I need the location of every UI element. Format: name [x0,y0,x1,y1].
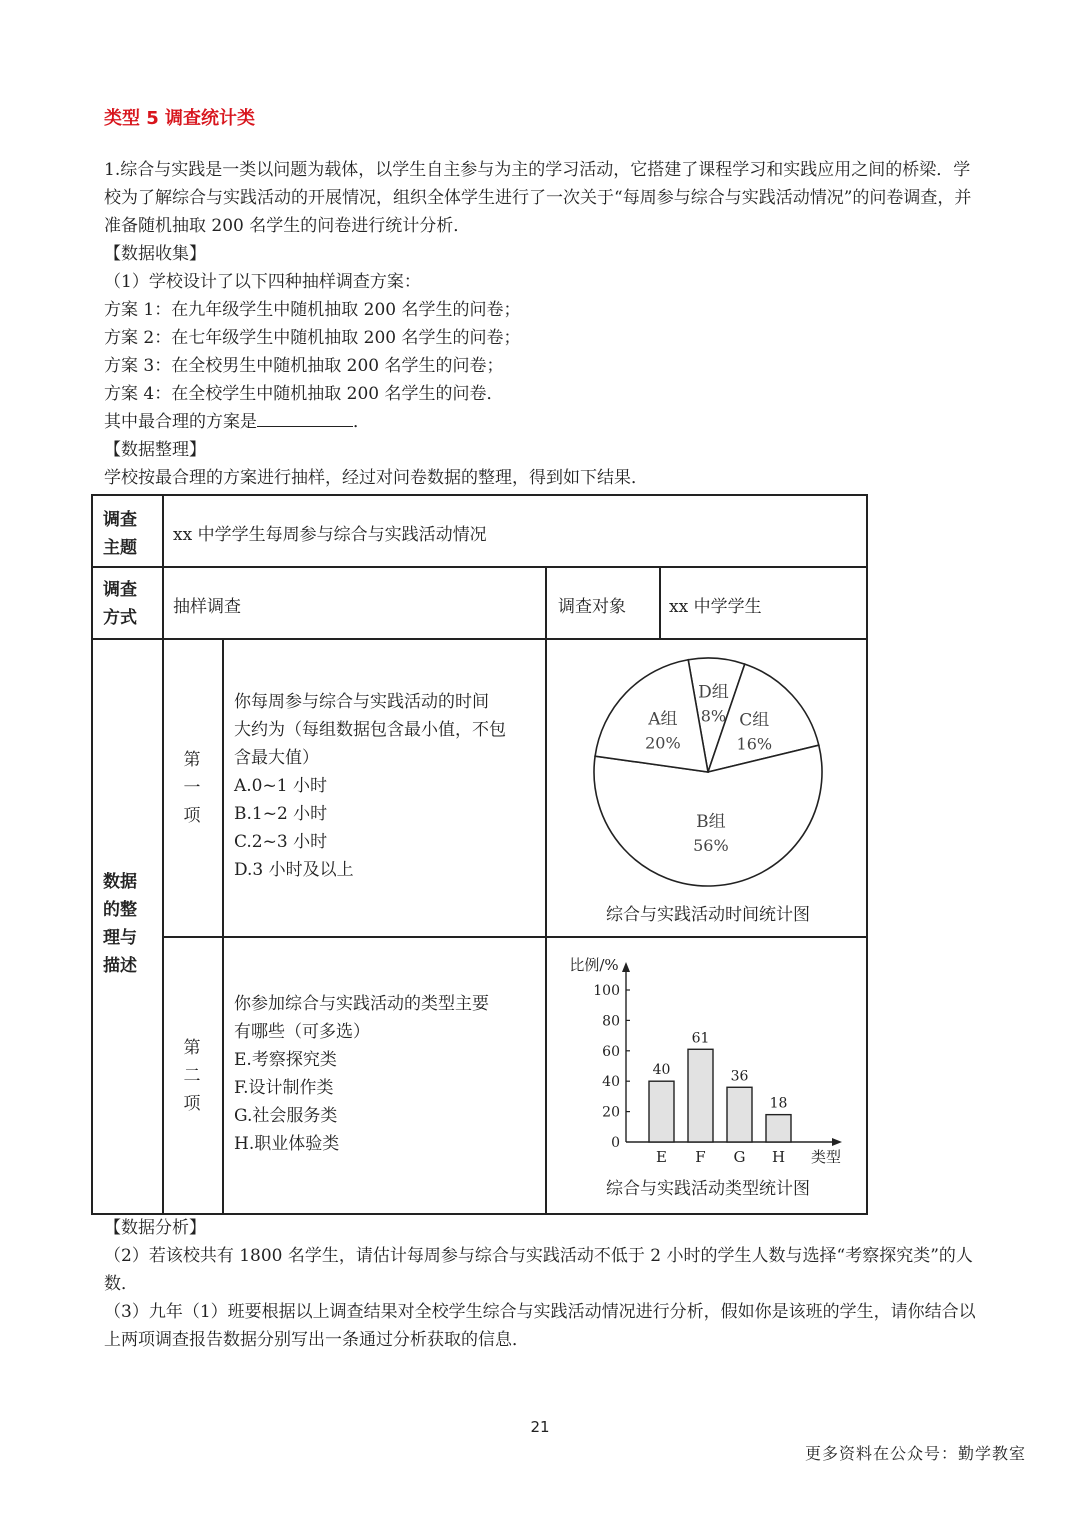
item-2-option: F.设计制作类 [234,1078,334,1098]
item-2-option: G.社会服务类 [234,1106,338,1126]
y-tick-label: 80 [602,1013,620,1030]
object-value: xx 中学学生 [669,597,762,617]
best-plan-line [104,408,370,436]
table-divider [93,566,866,568]
y-tick-label: 40 [602,1074,620,1091]
pie-label: C组 [739,710,770,731]
question-2: （2）若该校共有 1800 名学生，请估计每周参与综合与实践活动不低于 2 小时的学生人数与选择“考察探究类”的人数． [104,1246,973,1294]
question-3: （3）九年（1）班要根据以上调查结果对全校学生综合与实践活动情况进行分析，假如你是该班的学生，请你结合以上两项调查报告数据分别写出一条通过分析获取的信息． [104,1302,976,1350]
description-label-line: 理与 [103,928,137,948]
item-1-line: 你每周参与综合与实践活动的时间 [234,692,489,712]
pie-value-label: 56% [693,836,729,856]
item-1-label-char: 第 [183,750,201,770]
item-2-option: H.职业体验类 [234,1134,340,1154]
pie-label: D组 [698,682,729,703]
pie-chart-title: 综合与实践活动时间统计图 [606,905,810,925]
y-tick-label: 0 [611,1135,620,1151]
table-divider [545,566,547,1213]
y-tick-label: 60 [602,1043,620,1060]
object-label: 调查对象 [558,597,626,617]
pie-label: A组 [648,709,678,730]
plan-4: 方案 4：在全校学生中随机抽取 200 名学生的问卷． [104,384,504,404]
bar-chart [560,944,860,1206]
pie-chart [560,640,860,932]
table-divider [222,638,224,1213]
best-plan-suffix: ． [353,412,370,432]
method-label-line: 调查 [103,580,137,600]
plan-3: 方案 3：在全校男生中随机抽取 200 名学生的问卷； [104,356,504,376]
item-2-question [234,990,489,1158]
topic-label [103,506,137,562]
bar-E [649,1081,674,1142]
item-2-line: 你参加综合与实践活动的类型主要 [234,994,489,1014]
description-label-line: 描述 [103,956,137,976]
section-heading: 类型 5 调查统计类 [104,108,256,129]
item-1-label-char: 项 [183,806,201,826]
table-divider [162,496,164,1213]
y-axis-label: 比例/% [569,956,619,974]
bar-F [688,1049,713,1142]
item-1-question [234,688,506,884]
item-1-label-char: 一 [183,778,201,798]
x-tick-label: F [695,1148,706,1166]
pie-label: B组 [696,812,726,833]
item-2-option: E.考察探究类 [234,1050,337,1070]
organize-text: 学校按最合理的方案进行抽样，经过对问卷数据的整理，得到如下结果． [104,468,648,488]
item-2-label-char: 第 [183,1038,201,1058]
method-value: 抽样调查 [173,597,241,617]
x-axis-label: 类型 [810,1148,842,1166]
pie-value-label: 20% [645,733,681,753]
description-label-line: 的整 [103,900,137,920]
description-label-line: 数据 [103,872,137,892]
best-plan-prefix: 其中最合理的方案是 [104,412,257,432]
item-2-label-char: 项 [183,1094,201,1114]
description-label [103,868,137,980]
question-1: （1）学校设计了以下四种抽样调查方案： [104,272,421,292]
bar-value-label: 61 [691,1030,710,1047]
y-tick-label: 20 [602,1104,620,1121]
item-1-option: A.0~1 小时 [234,776,327,796]
bar-G [727,1087,752,1142]
collect-heading: 【数据收集】 [104,244,206,264]
x-tick-label: G [733,1148,746,1166]
plan-1: 方案 1：在九年级学生中随机抽取 200 名学生的问卷； [104,300,521,320]
analysis-heading: 【数据分析】 [104,1218,206,1238]
pie-value-label: 8% [700,706,727,726]
bar-chart-title: 综合与实践活动类型统计图 [606,1179,810,1199]
method-label-line: 方式 [103,608,137,628]
bar-value-label: 36 [730,1068,749,1085]
x-tick-label: E [656,1148,667,1166]
item-2-label-char: 二 [183,1066,201,1086]
page-number: 21 [530,1418,550,1436]
topic-label-line: 主题 [103,538,137,558]
item-1-label [182,746,202,830]
y-tick-label: 100 [593,983,620,999]
topic-value: xx 中学学生每周参与综合与实践活动情况 [173,525,487,545]
table-divider [659,566,661,638]
item-1-option: D.3 小时及以上 [234,860,354,880]
bar-value-label: 18 [769,1095,788,1112]
x-axis-arrow [832,1138,842,1146]
item-2-line: 有哪些（可多选） [234,1022,370,1042]
table-divider [162,936,866,938]
method-label [103,576,137,632]
intro-paragraph: 1.综合与实践是一类以问题为载体，以学生自主参与为主的学习活动，它搭建了课程学习和实践应用之间的桥梁．学校为了解综合与实践活动的开展情况，组织全体学生进行了一次关于“每周参与综合与实践活动情况”的问卷调查，并准备随机抽取 200 名学生的问卷进行统计分析． [104,160,972,236]
answer-blank[interactable] [257,410,353,427]
item-1-line: 含最大值） [234,748,319,768]
footer-note: 更多资料在公众号：勤学教室 [804,1444,1026,1463]
x-tick-label: H [771,1148,786,1166]
item-2-label [182,1034,202,1118]
topic-label-line: 调查 [103,510,137,530]
pie-value-label: 16% [736,734,773,754]
bar-H [766,1115,791,1142]
y-axis-arrow [622,962,630,972]
item-1-option: B.1~2 小时 [234,804,328,824]
organize-heading: 【数据整理】 [104,440,206,460]
bar-value-label: 40 [652,1062,671,1079]
item-1-line: 大约为（每组数据包含最小值，不包 [234,720,506,740]
plan-2: 方案 2：在七年级学生中随机抽取 200 名学生的问卷； [104,328,521,348]
item-1-option: C.2~3 小时 [234,832,328,852]
